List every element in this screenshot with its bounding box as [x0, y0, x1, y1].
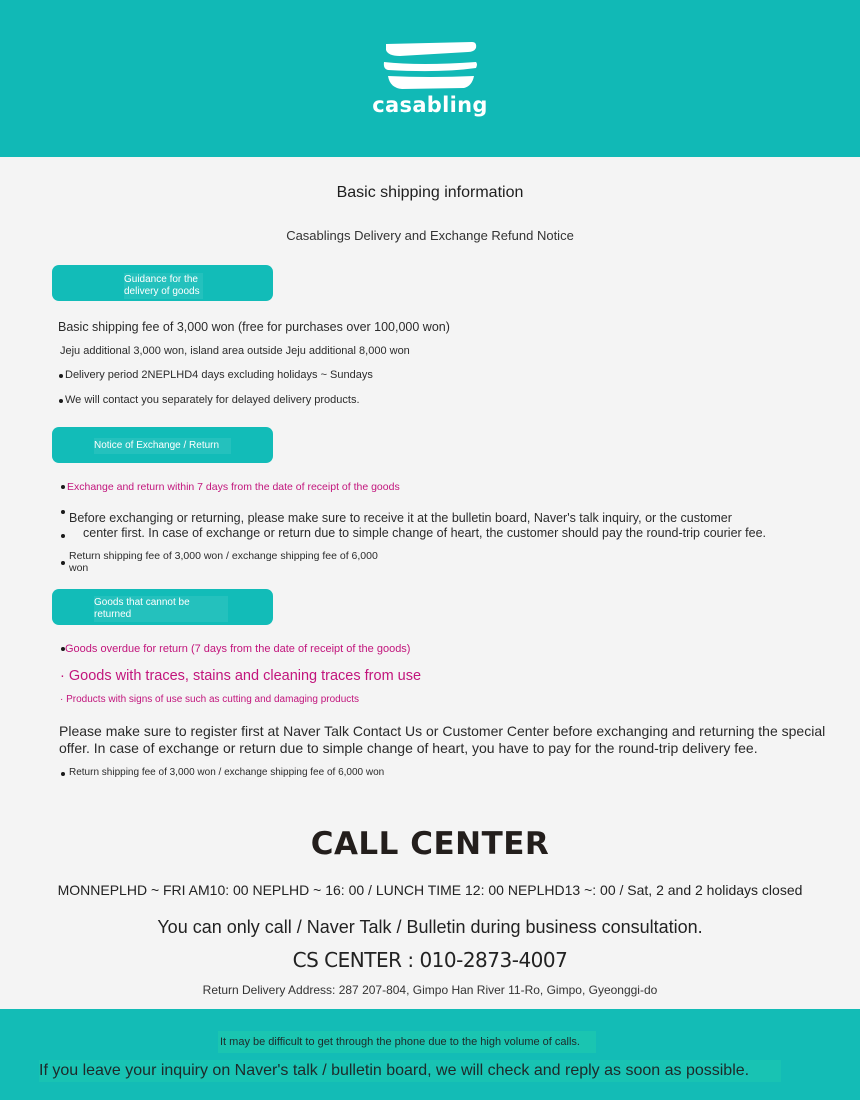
cs-center-phone: CS CENTER : 010-2873-4007 — [292, 948, 568, 972]
delivery-label-line2: delivery of goods — [124, 286, 200, 297]
bullet-icon — [59, 399, 63, 403]
noreturn-item-4: Return shipping fee of 3,000 won / exchange shipping fee of 6,000 won — [69, 767, 385, 778]
delivery-guidance-label — [52, 265, 273, 301]
exchange-item-3-line1: Return shipping fee of 3,000 won / exchange shipping fee of 6,000 — [69, 550, 378, 562]
call-center-hours: MONNEPLHD ~ FRI AM10: 00 NEPLHD ~ 16: 00 / LUNCH TIME 12: 00 NEPLHD13 ~: 00 / Sat, 2 and 2 holidays closed — [57, 882, 803, 898]
delivery-item-2: Jeju additional 3,000 won, island area outside Jeju additional 8,000 won — [60, 345, 410, 357]
page-subtitle: Casablings Delivery and Exchange Refund Notice — [286, 228, 574, 243]
noreturn-paragraph-line2: offer. In case of exchange or return due to simple change of heart, you have to pay for the round-trip delivery fee. — [59, 740, 758, 756]
page-title: Basic shipping information — [336, 184, 524, 201]
noreturn-item-2: · Goods with traces, stains and cleaning traces from use — [60, 668, 422, 684]
noreturn-paragraph — [59, 723, 825, 757]
call-center-note: You can only call / Naver Talk / Bulletin during business consultation. — [157, 917, 703, 937]
footer-notice-2: If you leave your inquiry on Naver's talk / bulletin board, we will check and reply as soon as possible. — [39, 1060, 781, 1082]
bullet-icon — [61, 534, 65, 538]
header-banner — [0, 0, 860, 157]
casabling-logo-icon — [380, 40, 480, 96]
noreturn-label-line2: returned — [94, 609, 132, 620]
brand-name: casabling — [372, 93, 488, 117]
bullet-icon — [61, 485, 65, 489]
exchange-notice-label — [52, 427, 273, 463]
bullet-icon — [59, 374, 63, 378]
delivery-item-3: Delivery period 2NEPLHD4 days excluding holidays ~ Sundays — [65, 369, 373, 381]
non-returnable-label — [52, 589, 273, 625]
exchange-item-1: Exchange and return within 7 days from the date of receipt of the goods — [67, 481, 400, 493]
bullet-icon — [61, 510, 65, 514]
delivery-item-1: Basic shipping fee of 3,000 won (free for purchases over 100,000 won) — [58, 320, 450, 334]
noreturn-item-1: Goods overdue for return (7 days from the date of receipt of the goods) — [65, 643, 411, 655]
bullet-icon — [61, 772, 65, 776]
noreturn-label-line1: Goods that cannot be — [94, 597, 190, 608]
footer-notice-1: It may be difficult to get through the phone due to the high volume of calls. — [218, 1031, 596, 1053]
exchange-label-text: Notice of Exchange / Return — [94, 438, 231, 454]
delivery-item-4: We will contact you separately for delayed delivery products. — [65, 394, 360, 406]
exchange-item-2-line1: Before exchanging or returning, please make sure to receive it at the bulletin board, Naver's talk inquiry, or the customer — [69, 511, 732, 525]
exchange-item-3-line2: won — [69, 562, 89, 574]
delivery-label-line1: Guidance for the — [124, 274, 198, 285]
footer-banner — [0, 1009, 860, 1100]
bullet-icon — [61, 561, 65, 565]
call-center-title: CALL CENTER — [310, 826, 550, 862]
return-address: Return Delivery Address: 287 207-804, Gimpo Han River 11-Ro, Gimpo, Gyeonggi-do — [202, 983, 658, 997]
exchange-item-2-line2: center first. In case of exchange or return due to simple change of heart, the customer should pay the round-trip courier fee. — [83, 526, 767, 540]
noreturn-paragraph-line1: Please make sure to register first at Naver Talk Contact Us or Customer Center before exchanging and returning the special — [59, 723, 826, 739]
noreturn-item-3: · Products with signs of use such as cutting and damaging products — [60, 694, 360, 705]
